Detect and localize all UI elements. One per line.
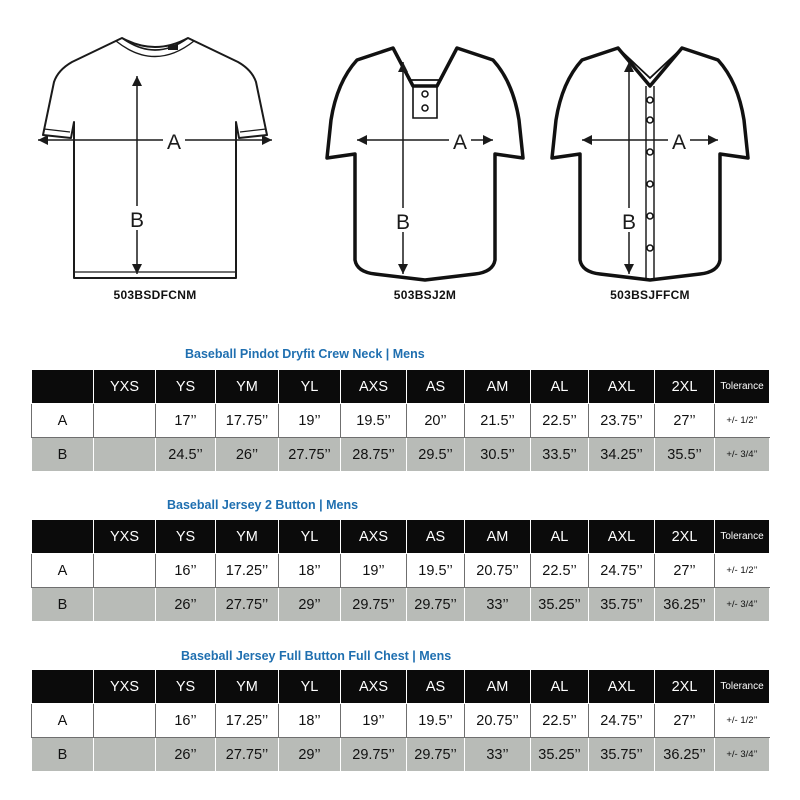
- table-title: Baseball Pindot Dryfit Crew Neck | Mens: [185, 347, 425, 361]
- cell: [94, 554, 156, 588]
- cell: 29.75’’: [407, 738, 465, 772]
- cell: 21.5’’: [465, 404, 531, 438]
- dimension-a-label: A: [671, 131, 687, 154]
- cell: 16’’: [156, 704, 216, 738]
- cell: 16’’: [156, 554, 216, 588]
- cell: [94, 738, 156, 772]
- cell: 17’’: [156, 404, 216, 438]
- header-cell-2xl: 2XL: [655, 370, 715, 404]
- tolerance-cell: +/- 1/2’’: [715, 554, 770, 588]
- header-cell-axs: AXS: [341, 370, 407, 404]
- cell: 19’’: [279, 404, 341, 438]
- cell: 29.75’’: [341, 738, 407, 772]
- table-title: Baseball Jersey 2 Button | Mens: [167, 498, 359, 512]
- cell: 19.5’’: [407, 704, 465, 738]
- size-table: [31, 369, 770, 472]
- header-cell-axl: AXL: [589, 670, 655, 704]
- tolerance-cell: +/- 1/2’’: [715, 704, 770, 738]
- tolerance-cell: +/- 3/4’’: [715, 438, 770, 472]
- cell: 29’’: [279, 588, 341, 622]
- header-cell-yl: YL: [279, 520, 341, 554]
- cell: 28.75’’: [341, 438, 407, 472]
- garment-code: 503BSJFFCM: [610, 288, 690, 302]
- size-table: [31, 519, 770, 622]
- cell: 30.5’’: [465, 438, 531, 472]
- header-cell-ys: YS: [156, 670, 216, 704]
- cell: 27’’: [655, 704, 715, 738]
- header-cell-yxs: YXS: [94, 520, 156, 554]
- garment-code: 503BSJ2M: [393, 288, 457, 302]
- tolerance-cell: +/- 1/2’’: [715, 404, 770, 438]
- row-label: B: [32, 588, 94, 622]
- cell: 29.75’’: [407, 588, 465, 622]
- header-cell-ym: YM: [216, 520, 279, 554]
- cell: 24.75’’: [589, 554, 655, 588]
- table-row: [32, 404, 770, 438]
- header-cell-am: AM: [465, 520, 531, 554]
- header-cell-ys: YS: [156, 370, 216, 404]
- cell: 33’’: [465, 588, 531, 622]
- header-cell-yl: YL: [279, 370, 341, 404]
- cell: 19’’: [341, 704, 407, 738]
- cell: 36.25’’: [655, 738, 715, 772]
- cell: 19.5’’: [341, 404, 407, 438]
- cell: 24.75’’: [589, 704, 655, 738]
- cell: 17.25’’: [216, 554, 279, 588]
- row-label: B: [32, 438, 94, 472]
- header-cell-am: AM: [465, 370, 531, 404]
- cell: 27’’: [655, 554, 715, 588]
- cell: 35.25’’: [531, 738, 589, 772]
- table-header-row: [32, 670, 770, 704]
- cell: 36.25’’: [655, 588, 715, 622]
- cell: 35.25’’: [531, 588, 589, 622]
- cell: 34.25’’: [589, 438, 655, 472]
- header-cell-ym: YM: [216, 370, 279, 404]
- two-button-jersey-icon: [325, 30, 525, 285]
- cell: 35.75’’: [589, 588, 655, 622]
- garment-full-button-jersey: [550, 30, 750, 300]
- cell: 20.75’’: [465, 554, 531, 588]
- cell: 24.5’’: [156, 438, 216, 472]
- header-cell-al: AL: [531, 520, 589, 554]
- header-cell-empty: [32, 520, 94, 554]
- cell: 17.25’’: [216, 704, 279, 738]
- cell: 23.75’’: [589, 404, 655, 438]
- full-button-jersey-icon: [550, 30, 750, 285]
- header-cell-axl: AXL: [589, 520, 655, 554]
- header-cell-ys: YS: [156, 520, 216, 554]
- cell: 29’’: [279, 738, 341, 772]
- table-row: [32, 738, 770, 772]
- cell: 22.5’’: [531, 404, 589, 438]
- size-table: [31, 669, 770, 772]
- table-header-row: [32, 370, 770, 404]
- header-cell-empty: [32, 670, 94, 704]
- cell: 26’’: [156, 588, 216, 622]
- cell: 27.75’’: [216, 588, 279, 622]
- garment-crew-neck: [20, 30, 290, 300]
- header-cell-empty: [32, 370, 94, 404]
- cell: 20’’: [407, 404, 465, 438]
- dimension-b-label: B: [129, 209, 145, 232]
- header-cell-al: AL: [531, 370, 589, 404]
- dimension-a-label: A: [452, 131, 468, 154]
- header-cell-2xl: 2XL: [655, 520, 715, 554]
- cell: 19.5’’: [407, 554, 465, 588]
- cell: 27’’: [655, 404, 715, 438]
- cell: 27.75’’: [279, 438, 341, 472]
- cell: 35.5’’: [655, 438, 715, 472]
- tolerance-cell: +/- 3/4’’: [715, 738, 770, 772]
- cell: 29.5’’: [407, 438, 465, 472]
- cell: [94, 404, 156, 438]
- cell: 22.5’’: [531, 704, 589, 738]
- row-label: A: [32, 404, 94, 438]
- garment-two-button-jersey: [325, 30, 525, 300]
- table-row: [32, 588, 770, 622]
- dimension-b-label: B: [621, 211, 637, 234]
- header-cell-as: AS: [407, 670, 465, 704]
- header-cell-yxs: YXS: [94, 370, 156, 404]
- crew-neck-tshirt-icon: [20, 30, 290, 285]
- cell: 19’’: [341, 554, 407, 588]
- cell: 33’’: [465, 738, 531, 772]
- cell: 26’’: [156, 738, 216, 772]
- header-cell-yxs: YXS: [94, 670, 156, 704]
- tolerance-cell: +/- 3/4’’: [715, 588, 770, 622]
- table-row: [32, 554, 770, 588]
- cell: 27.75’’: [216, 738, 279, 772]
- dimension-b-label: B: [395, 211, 411, 234]
- row-label: A: [32, 554, 94, 588]
- garment-code: 503BSDFCNM: [113, 288, 197, 302]
- cell: [94, 438, 156, 472]
- header-cell-am: AM: [465, 670, 531, 704]
- table-title: Baseball Jersey Full Button Full Chest | Mens: [181, 649, 452, 663]
- cell: [94, 704, 156, 738]
- header-cell-tolerance: Tolerance: [715, 520, 770, 554]
- header-cell-2xl: 2XL: [655, 670, 715, 704]
- cell: 26’’: [216, 438, 279, 472]
- cell: 17.75’’: [216, 404, 279, 438]
- cell: 35.75’’: [589, 738, 655, 772]
- header-cell-yl: YL: [279, 670, 341, 704]
- header-cell-ym: YM: [216, 670, 279, 704]
- header-cell-axl: AXL: [589, 370, 655, 404]
- cell: 18’’: [279, 554, 341, 588]
- header-cell-tolerance: Tolerance: [715, 670, 770, 704]
- table-header-row: [32, 520, 770, 554]
- header-cell-tolerance: Tolerance: [715, 370, 770, 404]
- cell: 29.75’’: [341, 588, 407, 622]
- row-label: B: [32, 738, 94, 772]
- header-cell-axs: AXS: [341, 670, 407, 704]
- cell: 20.75’’: [465, 704, 531, 738]
- table-row: [32, 438, 770, 472]
- row-label: A: [32, 704, 94, 738]
- header-cell-as: AS: [407, 370, 465, 404]
- dimension-a-label: A: [166, 131, 182, 154]
- cell: 22.5’’: [531, 554, 589, 588]
- cell: 18’’: [279, 704, 341, 738]
- header-cell-axs: AXS: [341, 520, 407, 554]
- cell: [94, 588, 156, 622]
- header-cell-al: AL: [531, 670, 589, 704]
- cell: 33.5’’: [531, 438, 589, 472]
- table-row: [32, 704, 770, 738]
- header-cell-as: AS: [407, 520, 465, 554]
